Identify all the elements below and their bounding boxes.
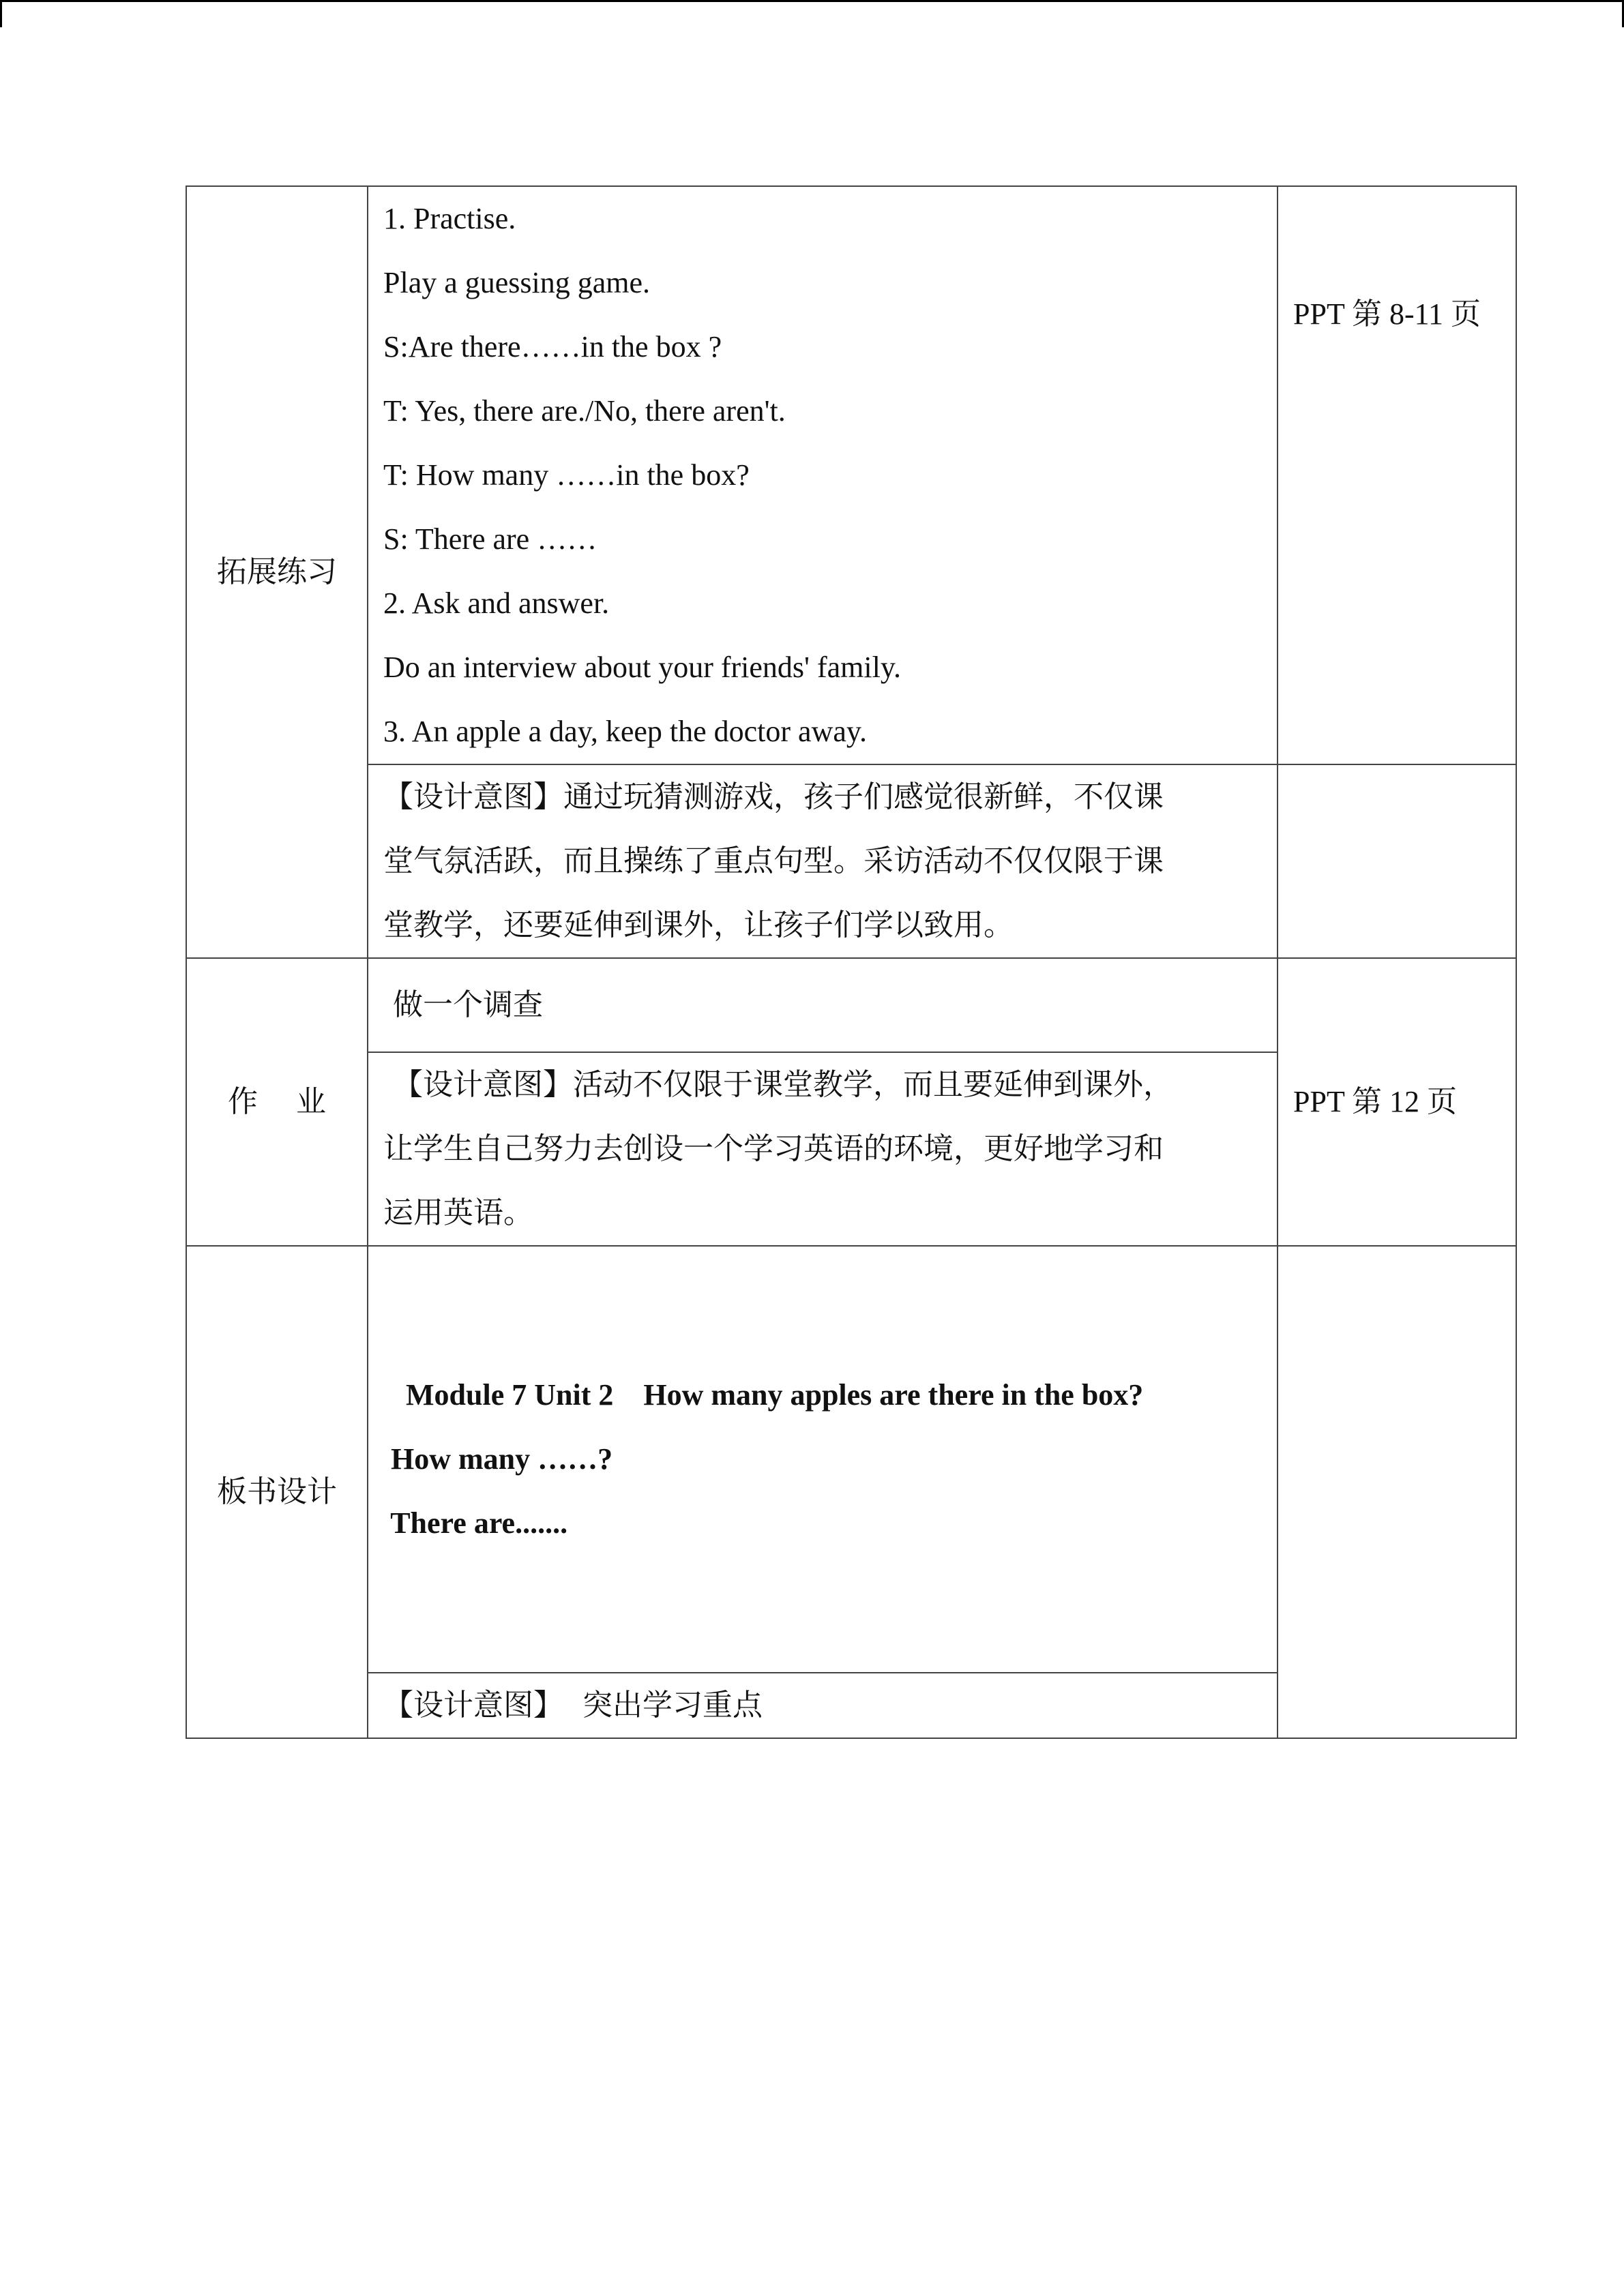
homework-intent-line: 让学生自己努力去创设一个学习英语的环境，更好地学习和 (383, 1131, 1164, 1166)
practice-line: Play a guessing game. (383, 266, 651, 299)
homework-row (186, 958, 1516, 1052)
practice-line: Do an interview about your friends' family. (383, 651, 901, 684)
practice-intent-line: 堂教学，还要延伸到课外，让孩子们学以致用。 (383, 908, 1014, 942)
practice-line: 3. An apple a day, keep the doctor away. (383, 715, 868, 748)
practice-line: S: There are …… (383, 522, 597, 556)
board-title-line: Module 7 Unit 2 How many apples are there in the box? (383, 1378, 1144, 1412)
board-content (368, 1246, 1278, 1673)
lesson-plan-table (186, 185, 1517, 1739)
homework-intent (368, 1052, 1278, 1246)
homework-intent-line: 【设计意图】活动不仅限于课堂教学，而且要延伸到课外， (383, 1067, 1173, 1102)
homework-label: 作 业 (186, 958, 368, 1246)
practice-ref-text: PPT 第 8-11 页 (1293, 297, 1481, 331)
board-line: There are....... (383, 1506, 568, 1540)
page-left-border (0, 0, 2, 27)
practice-intent-row (186, 764, 1516, 958)
board-line: How many ……? (383, 1442, 613, 1476)
practice-label: 拓展练习 (186, 186, 368, 958)
practice-row (186, 186, 1516, 764)
practice-line: 2. Ask and answer. (383, 586, 610, 620)
homework-ref-text: PPT 第 12 页 (1293, 1085, 1458, 1118)
practice-line: T: Yes, there are./No, there aren't. (383, 394, 786, 428)
practice-ref (1278, 186, 1516, 764)
practice-line: T: How many ……in the box? (383, 458, 750, 492)
practice-content (368, 186, 1278, 764)
board-ref-empty (1278, 1246, 1516, 1738)
practice-intent (368, 764, 1278, 958)
board-intent: 【设计意图】 突出学习重点 (368, 1673, 1278, 1738)
practice-intent-ref-empty (1278, 764, 1516, 958)
homework-intent-line: 运用英语。 (383, 1195, 533, 1230)
practice-intent-line: 【设计意图】通过玩猜测游戏，孩子们感觉很新鲜，不仅课 (383, 779, 1164, 814)
practice-intent-line: 堂气氛活跃，而且操练了重点句型。采访活动不仅仅限于课 (383, 844, 1164, 878)
board-row (186, 1246, 1516, 1673)
page-top-border (0, 0, 1624, 2)
practice-line: S:Are there……in the box ? (383, 330, 722, 363)
homework-task: 做一个调查 (368, 958, 1278, 1052)
practice-line: 1. Practise. (383, 202, 516, 235)
homework-ref (1278, 958, 1516, 1246)
board-label: 板书设计 (186, 1246, 368, 1738)
